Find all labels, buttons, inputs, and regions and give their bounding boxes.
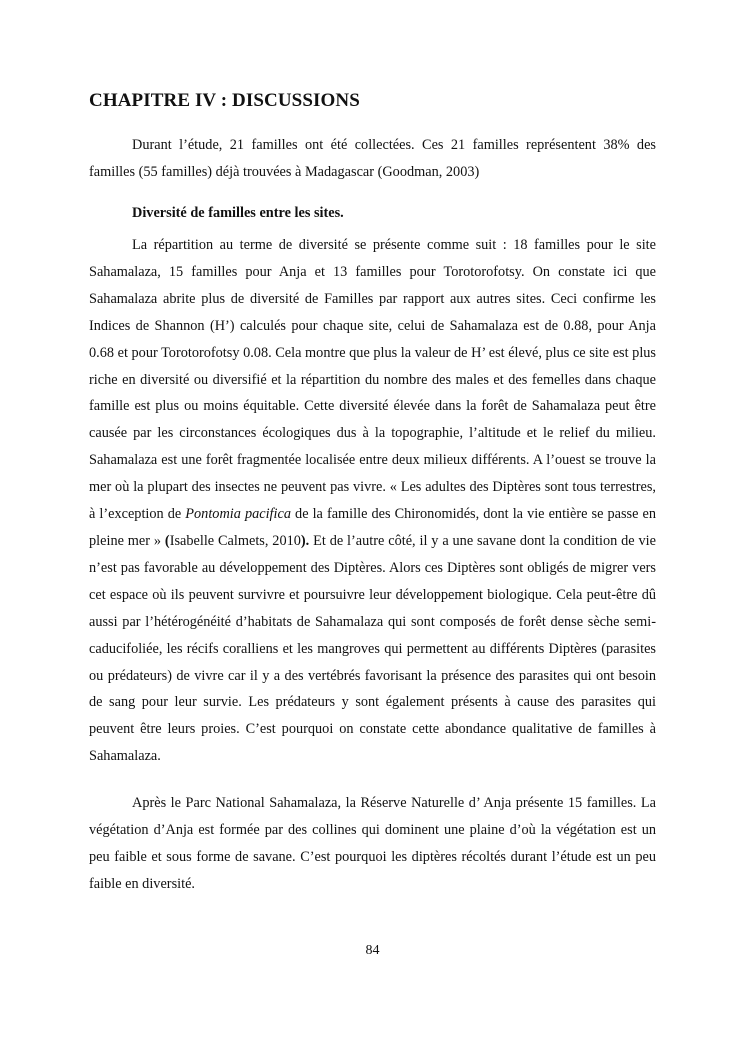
page-number: 84 — [365, 943, 380, 958]
diversity-text-part3: Et de l’autre côté, il y a une savane dont la condition de vie n’est pas favorable au développement des Diptères. Alors ces Diptères sont obligés de migrer vers cet espace où ils peuvent survivre et poursuivre leur développement biologique. Cela peut-être dû aussi par l’hétérogénéité d’habitats de Sahamalaza qui sont composés de forêt dense sèche semi-caducifoliée, les récifs coralliens et les mangroves qui permettent au différents Diptères (parasites ou prédateurs) de vivre car il y a des vertébrés favorisant la présence des parasites qui ont besoin de sang pour leur survie. Les prédateurs y sont également présents à cause des parasites qui peuvent être leurs proies. C’est pourquoi on constate cette abondance qualitative de familles à Sahamalaza. — [89, 532, 656, 765]
chapter-title: CHAPITRE IV : DISCUSSIONS — [89, 90, 360, 111]
intro-paragraph: Durant l’étude, 21 familles ont été collectées. Ces 21 familles représentent 38% des familles (55 familles) déjà trouvées à Madagascar (Goodman, 2003) — [89, 137, 656, 180]
section-heading: Diversité de familles entre les sites. — [132, 205, 344, 221]
citation-open-paren: ( — [164, 532, 170, 549]
diversity-text-part1: La répartition au terme de diversité se présente comme suit : 18 familles pour le site Sahamalaza, 15 familles pour Anja et 13 familles pour Torotorofotsy. On constate ici que Sahamalaza abrite plus de diversité de Familles par rapport aux autres sites. Ceci confirme les Indices de Shannon (H’) calculés pour chaque site, celui de Sahamalaza est de 0.88, pour Anja 0.68 et pour Torotorofotsy 0.08. Cela montre que plus la valeur de H’ est élevé, plus ce site est plus riche en diversité ou diversifié et la répartition du nombre des males et des femelles dans chaque famille est plus ou moins équitable. Cette diversité élevée dans la forêt de Sahamalaza peut être causée par les circonstances écologiques dus à la topographie, l’altitude et le relief du milieu. Sahamalaza est une forêt fragmentée localisée entre deux milieux différents. A l’ouest se trouve la mer où la plupart des insectes ne peuvent pas vivre. « Les adultes des Diptères sont tous terrestres, à l’exception de — [89, 237, 656, 523]
anja-paragraph: Après le Parc National Sahamalaza, la Réserve Naturelle d’ Anja présente 15 familles. La végétation d’Anja est formée par des collines qui dominent une plaine d’où la végétation est un peu faible et sous forme de savane. C’est pourquoi les diptères récoltés durant l’étude est un peu faible en diversité. — [89, 795, 656, 892]
citation-reference: Isabelle Calmets, 2010 — [169, 532, 301, 549]
species-name: Pontomia pacifica — [185, 506, 291, 523]
diversity-text-part2: de la famille des Chironomidés, dont la vie entière se passe en pleine mer » — [89, 506, 656, 549]
citation-close-paren: ). — [300, 532, 310, 549]
diversity-paragraph — [89, 232, 656, 770]
